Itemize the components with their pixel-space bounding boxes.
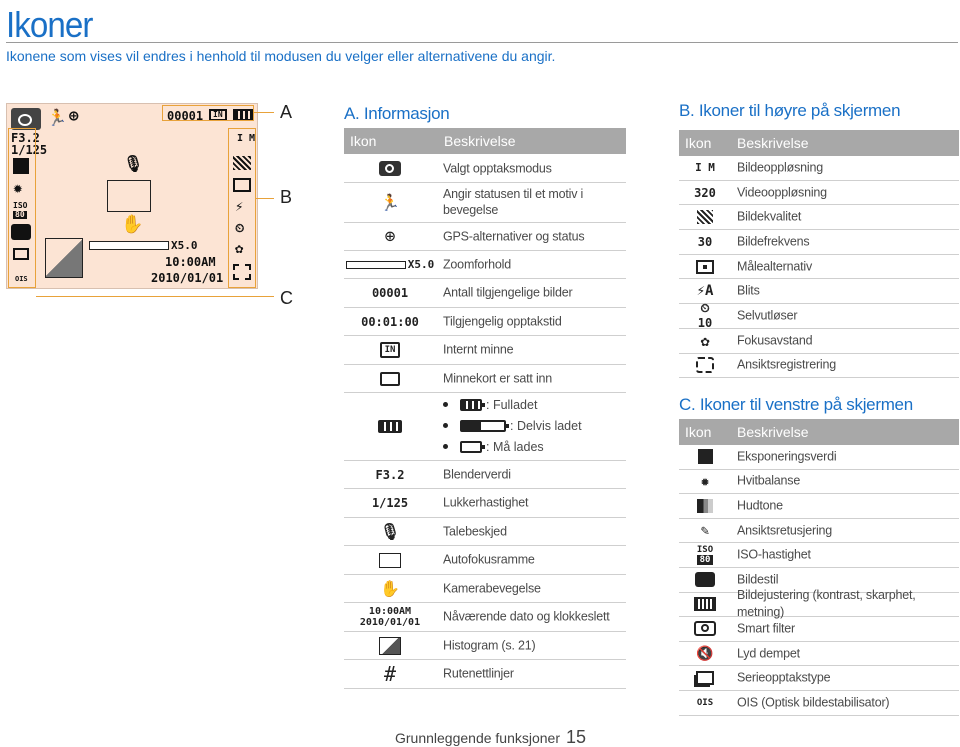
table-row bbox=[344, 308, 626, 336]
callout-c-box bbox=[8, 128, 36, 288]
col-icon: Ikon bbox=[685, 424, 712, 440]
shutter-icon bbox=[344, 489, 436, 517]
page-title: Ikoner bbox=[6, 4, 93, 45]
motion-person-icon: 🏃 bbox=[47, 108, 67, 127]
row-description: Lyd dempet bbox=[737, 646, 800, 661]
section-c-header bbox=[679, 419, 959, 445]
table-row bbox=[679, 279, 959, 304]
col-desc: Beskrivelse bbox=[737, 135, 809, 151]
section-b-table bbox=[679, 156, 959, 378]
self-timer-label: 10 bbox=[697, 316, 713, 331]
row-description: Blenderverdi bbox=[443, 467, 511, 482]
histogram-icon bbox=[344, 632, 436, 659]
table-row bbox=[679, 230, 959, 255]
table-row bbox=[679, 354, 959, 379]
self-timer-icon: ⏲ bbox=[235, 221, 245, 235]
counter-icon bbox=[344, 279, 436, 307]
internal-memory-icon: IN bbox=[344, 336, 436, 364]
row-description: Blits bbox=[737, 283, 760, 298]
section-a-title: A. Informasjon bbox=[344, 104, 450, 123]
table-row bbox=[344, 336, 626, 365]
row-description: Hudtone bbox=[737, 498, 783, 513]
row-description: Hvitbalanse bbox=[737, 473, 801, 488]
callout-b-line bbox=[256, 198, 274, 199]
callout-c: C bbox=[280, 288, 293, 308]
row-description: ISO-hastighet bbox=[737, 547, 811, 562]
row-description: Zoomforhold bbox=[443, 257, 511, 272]
motion-person-icon: 🏃 bbox=[380, 193, 400, 212]
battery-full-icon bbox=[344, 393, 436, 460]
grid-icon: # bbox=[383, 662, 397, 686]
table-row bbox=[679, 445, 959, 470]
row-description: Bildestil bbox=[737, 572, 779, 587]
aperture-label: F3.2 bbox=[375, 467, 405, 482]
col-icon: Ikon bbox=[350, 133, 377, 149]
row-description: Selvutløser bbox=[737, 308, 798, 323]
battery-icon bbox=[460, 420, 506, 432]
aperture-icon bbox=[344, 461, 436, 488]
section-c-table bbox=[679, 445, 959, 716]
section-c-title: C. Ikoner til venstre på skjermen bbox=[679, 395, 913, 414]
exposure-icon bbox=[679, 445, 731, 469]
row-description: Lukkerhastighet bbox=[443, 495, 529, 510]
white-balance-icon: ✹ bbox=[700, 472, 710, 491]
table-row bbox=[679, 642, 959, 667]
frame-rate-icon bbox=[679, 230, 731, 254]
camera-op-icon bbox=[11, 108, 41, 130]
section-b-title: B. Ikoner til høyre på skjermen bbox=[679, 101, 901, 120]
iso-top: ISO bbox=[13, 201, 28, 210]
ois-label: OIS bbox=[15, 275, 28, 283]
row-description: Antall tilgjengelige bilder bbox=[443, 285, 573, 300]
white-balance-icon: ✹ bbox=[13, 178, 23, 197]
time-label: 00:01:00 bbox=[361, 314, 419, 329]
intro-text: Ikonene som vises vil endres i henhold til modusen du velger eller alternativene du angir. bbox=[6, 48, 556, 64]
resolution-icon: I M bbox=[695, 161, 715, 175]
zoom-label: X5.0 bbox=[407, 258, 435, 271]
table-row bbox=[679, 494, 959, 519]
row-description: Nåværende dato og klokkeslett bbox=[443, 609, 610, 624]
row-description: Kamerabevegelse bbox=[443, 581, 541, 596]
list-item bbox=[443, 436, 582, 457]
camera-op-icon bbox=[344, 155, 436, 182]
skin-tone-icon bbox=[679, 494, 731, 518]
table-row bbox=[344, 660, 626, 689]
table-row bbox=[679, 329, 959, 354]
table-row bbox=[679, 543, 959, 568]
section-a-table bbox=[344, 155, 626, 689]
battery-icon bbox=[460, 399, 482, 411]
shutter-value: 1/125 bbox=[11, 143, 48, 157]
table-row bbox=[344, 393, 626, 461]
shutter-label: 1/125 bbox=[371, 496, 409, 510]
macro-flower-icon: ✿ bbox=[235, 241, 244, 257]
table-row bbox=[679, 205, 959, 230]
section-b-header bbox=[679, 130, 959, 156]
video-resolution-label: 320 bbox=[694, 185, 716, 200]
zoom-value: X5.0 bbox=[171, 239, 198, 252]
page-footer bbox=[395, 727, 586, 747]
table-row bbox=[344, 575, 626, 603]
camera-screen-illustration bbox=[6, 103, 258, 289]
face-detect-icon bbox=[679, 354, 731, 378]
table-row bbox=[679, 666, 959, 691]
battery-status-text: : Delvis ladet bbox=[510, 418, 582, 433]
row-description: Tilgjengelig opptakstid bbox=[443, 314, 562, 329]
callout-a-box bbox=[162, 105, 254, 121]
counter-label: 00001 bbox=[371, 286, 409, 300]
table-row bbox=[679, 470, 959, 495]
col-desc: Beskrivelse bbox=[737, 424, 809, 440]
smart-filter-icon bbox=[679, 617, 731, 641]
row-description: Histogram (s. 21) bbox=[443, 638, 536, 653]
row-description: Rutenettlinjer bbox=[443, 666, 514, 681]
list-item bbox=[443, 415, 582, 436]
table-row bbox=[679, 181, 959, 206]
callout-b: B bbox=[280, 187, 293, 207]
row-description: Eksponeringsverdi bbox=[737, 449, 837, 464]
table-row bbox=[344, 223, 626, 251]
table-row bbox=[679, 156, 959, 181]
row-description: Minnekort er satt inn bbox=[443, 371, 553, 386]
mute-icon: 🔇 bbox=[696, 645, 714, 662]
time-icon bbox=[344, 308, 436, 335]
row-description: Bildekvalitet bbox=[737, 209, 802, 224]
row-description: Ansiktsretusjering bbox=[737, 523, 833, 538]
table-row bbox=[344, 603, 626, 632]
table-row bbox=[344, 251, 626, 279]
table-row bbox=[679, 617, 959, 642]
face-retouch-icon: ✎ bbox=[700, 522, 710, 539]
table-row bbox=[344, 461, 626, 489]
current-date: 2010/01/01 bbox=[151, 271, 224, 285]
macro-flower-icon: ✿ bbox=[700, 331, 710, 350]
iso-icon bbox=[679, 543, 731, 567]
row-description: Valgt opptaksmodus bbox=[443, 161, 552, 176]
section-a-header bbox=[344, 128, 626, 154]
zoom-bar-icon bbox=[89, 241, 169, 250]
camera-shake-icon: ✋ bbox=[380, 579, 400, 598]
af-frame bbox=[107, 180, 151, 212]
battery-status-list bbox=[443, 394, 582, 457]
microphone-icon: 🎙 bbox=[123, 154, 144, 173]
table-row bbox=[344, 365, 626, 393]
iso-bottom: 80 bbox=[15, 210, 25, 219]
microphone-icon: 🎙 bbox=[379, 522, 401, 541]
col-icon: Ikon bbox=[685, 135, 712, 151]
row-description: Fokusavstand bbox=[737, 333, 813, 348]
row-description: Ansiktsregistrering bbox=[737, 357, 837, 372]
table-row bbox=[344, 518, 626, 546]
quality-icon bbox=[679, 205, 731, 229]
internal-memory-icon: IN bbox=[209, 109, 227, 121]
photo-style-icon bbox=[679, 568, 731, 592]
metering-icon bbox=[679, 255, 731, 279]
battery-icon bbox=[460, 441, 482, 453]
callout-a-line bbox=[254, 112, 274, 113]
battery-status-text: : Fulladet bbox=[486, 397, 538, 412]
flash-auto-icon: ⚡ bbox=[235, 199, 244, 215]
ois-label: OIS bbox=[696, 697, 714, 708]
row-description: OIS (Optisk bildestabilisator) bbox=[737, 695, 890, 710]
row-description: Serieopptakstype bbox=[737, 670, 831, 685]
row-description: Autofokusramme bbox=[443, 552, 535, 567]
row-description: Målealternativ bbox=[737, 259, 813, 274]
row-description: Videooppløsning bbox=[737, 185, 827, 200]
table-row bbox=[344, 183, 626, 223]
table-row bbox=[344, 155, 626, 183]
row-description: Smart filter bbox=[737, 621, 796, 636]
iso-label: ISO bbox=[696, 545, 714, 556]
memory-card-icon bbox=[344, 365, 436, 392]
table-row bbox=[679, 588, 959, 620]
table-row bbox=[344, 489, 626, 518]
video-resolution-icon bbox=[679, 181, 731, 205]
callout-c-line bbox=[36, 296, 274, 297]
col-desc: Beskrivelse bbox=[444, 133, 516, 149]
self-timer-icon: ⏲ 10 bbox=[697, 301, 713, 331]
callout-b-box bbox=[228, 128, 256, 288]
af-frame-icon bbox=[344, 546, 436, 574]
table-row bbox=[679, 691, 959, 716]
row-description: Bildeoppløsning bbox=[737, 160, 823, 175]
title-divider bbox=[6, 42, 958, 43]
current-time: 10:00AM bbox=[165, 255, 216, 269]
burst-icon bbox=[679, 666, 731, 690]
table-row bbox=[679, 255, 959, 280]
row-description: Talebeskjed bbox=[443, 524, 507, 539]
camera-shake-icon: ✋ bbox=[121, 214, 144, 235]
image-adjust-icon bbox=[679, 593, 731, 617]
table-row bbox=[344, 279, 626, 308]
iso-label-2: 80 bbox=[697, 555, 714, 565]
flash-auto-icon: ⚡A bbox=[696, 283, 714, 300]
row-description: GPS-alternativer og status bbox=[443, 229, 585, 244]
datetime-label-2: 2010/01/01 bbox=[359, 617, 421, 628]
list-item bbox=[443, 394, 582, 415]
frame-rate-label: 30 bbox=[697, 234, 713, 249]
datetime-label: 10:00AM bbox=[368, 606, 412, 617]
histogram-icon bbox=[45, 238, 83, 278]
ois-icon bbox=[679, 691, 731, 715]
battery-status-text: : Må lades bbox=[486, 439, 544, 454]
gps-off-icon: ⊕ bbox=[69, 106, 79, 125]
row-description: Bildejustering (kontrast, skarphet, metning) bbox=[737, 588, 916, 620]
datetime-icon bbox=[344, 603, 436, 631]
resolution-icon: I M bbox=[237, 133, 256, 144]
table-row bbox=[344, 546, 626, 575]
counter: 00001 bbox=[167, 109, 204, 123]
callout-a: A bbox=[280, 102, 293, 122]
aperture-value: F3.2 bbox=[11, 131, 40, 145]
page-number: 15 bbox=[566, 727, 587, 747]
table-row bbox=[679, 301, 959, 331]
footer-text: Grunnleggende funksjoner bbox=[395, 730, 561, 746]
row-description: Internt minne bbox=[443, 342, 514, 357]
table-row bbox=[344, 632, 626, 660]
zoom-bar-icon bbox=[344, 251, 436, 278]
row-description: Angir statusen til et motiv i bevegelse bbox=[443, 186, 584, 218]
row-description: Bildefrekvens bbox=[737, 234, 810, 249]
gps-off-icon: ⊕ bbox=[384, 226, 396, 247]
table-row bbox=[679, 519, 959, 544]
